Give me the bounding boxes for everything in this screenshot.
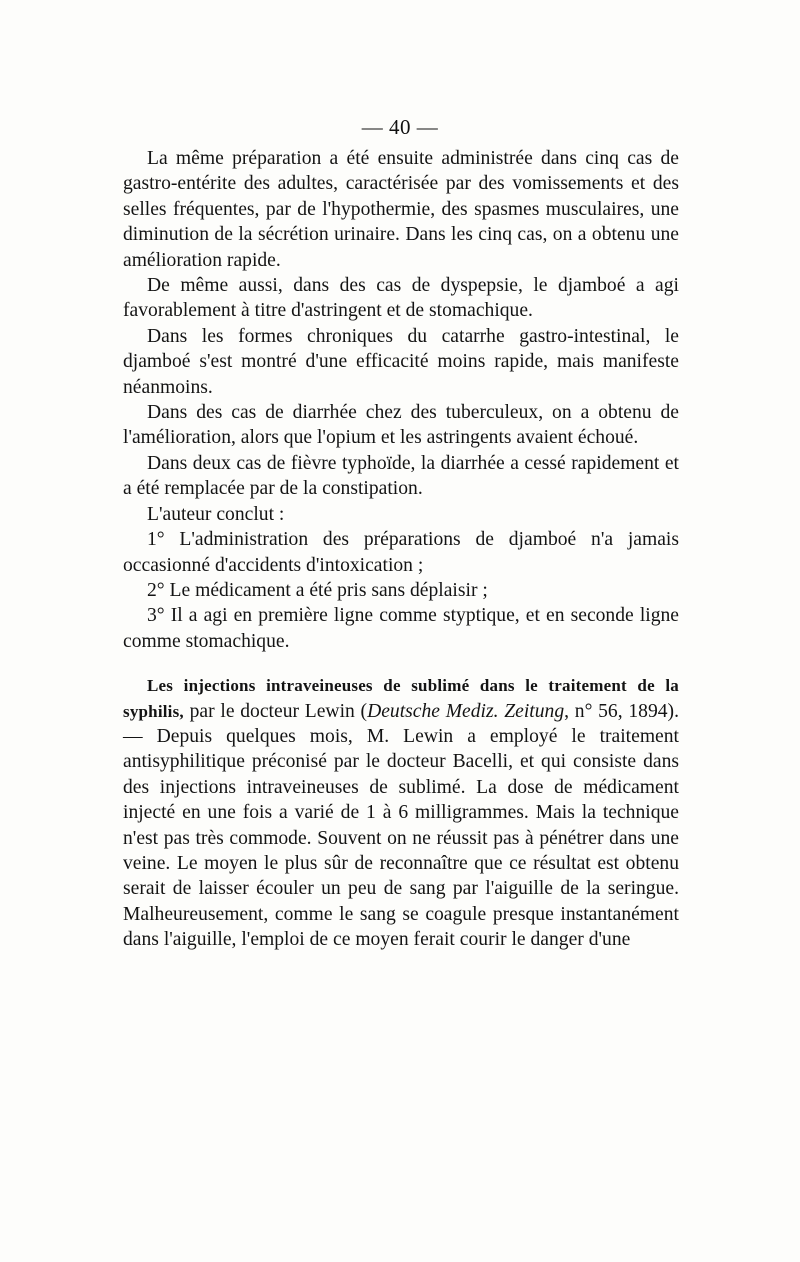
article-abstract [123,673,679,952]
page-number: — 40 — [361,115,439,139]
paragraph-catarrhe: Dans les formes chroniques du catarrhe gastro-intestinal, le djamboé s'est montré d'une efficacité moins rapide, mais manifeste néanmoins. [123,325,679,398]
paragraph-dyspepsie: De même aussi, dans des cas de dyspepsie, le djamboé a agi favorablement à titre d'astringent et de stomachique. [123,275,679,322]
paragraph-conclusion-intro: L'auteur conclut : [147,503,285,525]
article-title: Les injections intraveineuses de sublimé dans le traitement de la syphilis, [123,676,679,721]
journal-name: Deutsche Mediz. Zeitung [367,700,565,722]
conclusion-item-3: 3° Il a agi en première ligne comme styptique, et en seconde ligne comme stomachique. [123,605,679,652]
conclusion-item-1: 1° L'administration des préparations de djamboé n'a jamais occasionné d'accidents d'intoxication ; [123,529,679,576]
paragraph-gastro-enterite: La même préparation a été ensuite administrée dans cinq cas de gastro-entérite des adultes, caractérisée par des vomissements et des selles fréquentes, par de l'hypothermie, des spasmes musculaires, une diminution de la sécrétion urinaire. Dans les cinq cas, on a obtenu une amélioration rapide. [123,148,679,271]
conclusion-item-2: 2° Le médicament a été pris sans déplaisir ; [147,579,488,601]
body-text [123,146,679,953]
paragraph-tuberculeux: Dans des cas de diarrhée chez des tuberculeux, on a obtenu de l'amélioration, alors que l'opium et les astringents avaient échoué. [123,402,679,449]
article-body: , n° 56, 1894). — Depuis quelques mois, M. Lewin a employé le traitement antisyphilitique préconisé par le docteur Bacelli, et qui consiste dans des injections intraveineuses de sublimé. La dose de médicament injecté en une fois a varié de 1 à 6 milligrammes. Mais la technique n'est pas très commode. Souvent on ne réussit pas à pénétrer dans une veine. Le moyen le plus sûr de reconnaître que ce résultat est obtenu serait de laisser écouler un peu de sang par l'aiguille de la seringue. Malheureusement, comme le sang se coagule presque instantanément dans l'aiguille, l'emploi de ce moyen ferait courir le danger d'une [123,700,679,951]
paragraph-fievre-typhoide: Dans deux cas de fièvre typhoïde, la diarrhée a cessé rapidement et a été remplacée par de la constipation. [123,452,679,500]
article-byline: par le docteur Lewin ( [183,700,368,722]
section-gap [123,654,679,673]
